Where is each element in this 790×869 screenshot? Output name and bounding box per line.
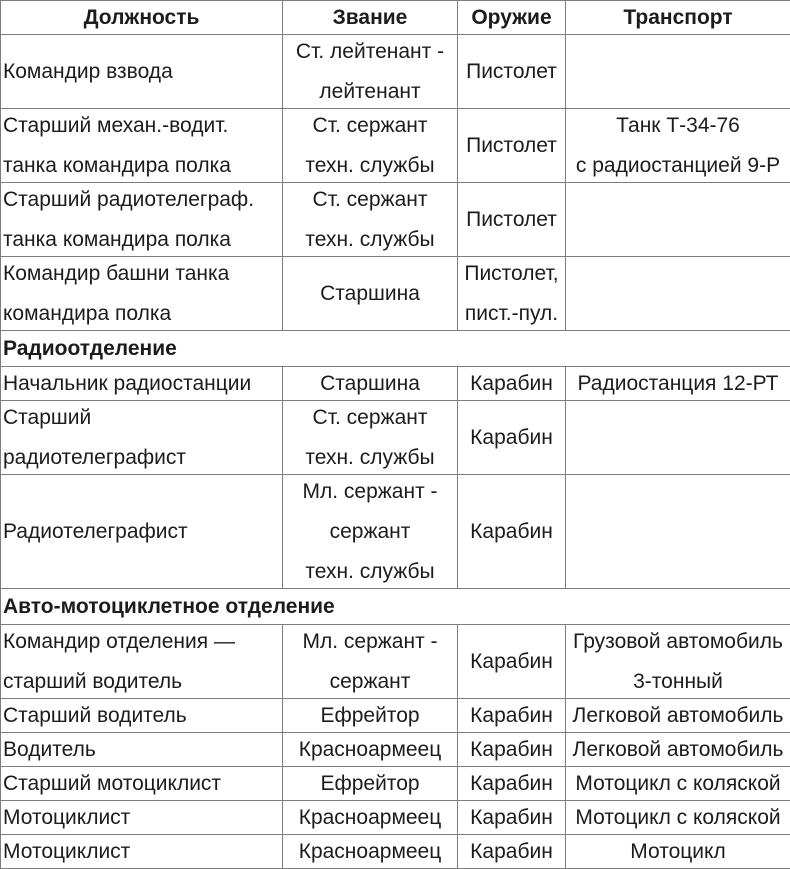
cell-position <box>1 835 283 869</box>
cell-line: Легковой автомобиль <box>572 704 784 727</box>
cell-line: Радиостанция 12-РТ <box>577 372 779 395</box>
table-row <box>1 699 790 733</box>
cell-line: Ст. сержант <box>312 114 428 137</box>
cell-line: Старшина <box>320 282 420 305</box>
column-header-weapon: Оружие <box>458 1 566 35</box>
cell-transport <box>566 835 790 869</box>
cell-transport <box>566 625 790 699</box>
cell-transport <box>566 733 790 767</box>
cell-line: Мотоциклист <box>3 840 131 863</box>
cell-weapon <box>458 699 566 733</box>
cell-line: Начальник радиостанции <box>3 372 252 395</box>
cell-line: Карабин <box>470 520 553 543</box>
cell-weapon <box>458 401 566 475</box>
cell-rank <box>283 835 458 869</box>
cell-line: Радиотелеграфист <box>3 520 188 543</box>
cell-weapon <box>458 257 566 331</box>
cell-weapon <box>458 109 566 183</box>
cell-line: Карабин <box>470 426 553 449</box>
cell-line: Карабин <box>470 650 553 673</box>
cell-line: Легковой автомобиль <box>572 738 784 761</box>
cell-line: Карабин <box>470 772 553 795</box>
cell-line: Карабин <box>470 738 553 761</box>
table-row <box>1 183 790 257</box>
cell-line: Мл. сержант - <box>302 480 438 503</box>
cell-line: Мл. сержант - <box>302 630 438 653</box>
cell-line: лейтенант <box>319 80 421 103</box>
cell-line: Мотоцикл с коляской <box>575 806 781 829</box>
cell-position <box>1 35 283 109</box>
cell-line: Ст. сержант <box>312 406 428 429</box>
cell-position <box>1 699 283 733</box>
cell-line: командира полка <box>3 302 172 325</box>
cell-rank <box>283 257 458 331</box>
cell-line: Ефрейтор <box>320 704 420 727</box>
cell-line: Грузовой автомобиль <box>573 630 783 653</box>
cell-line: Старший механ.-водит. <box>3 114 229 137</box>
cell-line: танка командира полка <box>3 154 231 177</box>
cell-rank <box>283 801 458 835</box>
cell-line: Водитель <box>3 738 96 761</box>
table-row <box>1 625 790 699</box>
cell-weapon <box>458 35 566 109</box>
cell-position <box>1 475 283 589</box>
column-header-rank: Звание <box>283 1 458 35</box>
cell-transport <box>566 767 790 801</box>
cell-line: сержант <box>329 520 411 543</box>
table-row <box>1 475 790 589</box>
cell-position <box>1 183 283 257</box>
cell-rank <box>283 475 458 589</box>
cell-line: Мотоцикл с коляской <box>575 772 781 795</box>
table-row <box>1 401 790 475</box>
cell-position <box>1 625 283 699</box>
cell-line: Командир отделения — <box>3 630 235 653</box>
cell-line: Мотоцикл <box>630 840 726 863</box>
cell-line: танка командира полка <box>3 228 231 251</box>
cell-transport <box>566 109 790 183</box>
cell-weapon <box>458 475 566 589</box>
cell-transport <box>566 699 790 733</box>
cell-line: Старший <box>3 406 92 429</box>
cell-transport <box>566 257 790 331</box>
cell-line: Пистолет <box>466 134 557 157</box>
section-row <box>1 589 790 625</box>
cell-rank <box>283 699 458 733</box>
cell-line: Красноармеец <box>298 806 442 829</box>
cell-line: Старший радиотелеграф. <box>3 188 255 211</box>
cell-transport <box>566 183 790 257</box>
cell-line: Пистолет <box>466 208 557 231</box>
cell-position <box>1 257 283 331</box>
cell-rank <box>283 733 458 767</box>
cell-line: Красноармеец <box>298 738 442 761</box>
cell-weapon <box>458 367 566 401</box>
cell-rank <box>283 109 458 183</box>
section-row <box>1 331 790 367</box>
table-row <box>1 733 790 767</box>
cell-line: Пистолет, <box>464 262 559 285</box>
cell-position <box>1 801 283 835</box>
column-header-position: Должность <box>1 1 283 35</box>
cell-transport <box>566 401 790 475</box>
cell-line: сержант <box>329 670 411 693</box>
table-row <box>1 767 790 801</box>
cell-rank <box>283 35 458 109</box>
cell-position <box>1 733 283 767</box>
cell-line: Карабин <box>470 372 553 395</box>
cell-line: Ефрейтор <box>320 772 420 795</box>
cell-line: техн. службы <box>305 228 435 251</box>
section-title: Авто-мотоциклетное отделение <box>1 589 790 625</box>
cell-line: Карабин <box>470 704 553 727</box>
cell-line: Ст. лейтенант - <box>295 40 445 63</box>
cell-weapon <box>458 801 566 835</box>
cell-line: Танк Т-34-76 <box>616 114 740 137</box>
cell-transport <box>566 367 790 401</box>
cell-line: Карабин <box>470 806 553 829</box>
table-row <box>1 801 790 835</box>
cell-position <box>1 109 283 183</box>
table-row <box>1 367 790 401</box>
cell-weapon <box>458 625 566 699</box>
cell-weapon <box>458 733 566 767</box>
cell-line: Старший мотоциклист <box>3 772 222 795</box>
cell-weapon <box>458 835 566 869</box>
header-row <box>1 1 790 35</box>
table-row <box>1 109 790 183</box>
table-row <box>1 835 790 869</box>
cell-line: техн. службы <box>305 560 435 583</box>
cell-line: Пистолет <box>466 60 557 83</box>
cell-line: Карабин <box>470 840 553 863</box>
cell-line: техн. службы <box>305 154 435 177</box>
cell-weapon <box>458 767 566 801</box>
cell-position <box>1 367 283 401</box>
cell-transport <box>566 35 790 109</box>
column-header-transport: Транспорт <box>566 1 790 35</box>
cell-rank <box>283 401 458 475</box>
cell-line: с радиостанцией 9-Р <box>575 154 781 177</box>
cell-line: Старшина <box>320 372 420 395</box>
cell-line: радиотелеграфист <box>3 446 187 469</box>
cell-line: техн. службы <box>305 446 435 469</box>
cell-transport <box>566 475 790 589</box>
table-row <box>1 257 790 331</box>
cell-transport <box>566 801 790 835</box>
cell-rank <box>283 625 458 699</box>
cell-weapon <box>458 183 566 257</box>
cell-line: Старший водитель <box>3 704 187 727</box>
cell-position <box>1 401 283 475</box>
cell-rank <box>283 183 458 257</box>
cell-rank <box>283 767 458 801</box>
cell-line: Мотоциклист <box>3 806 131 829</box>
cell-position <box>1 767 283 801</box>
section-title: Радиоотделение <box>1 331 790 367</box>
cell-line: Командир взвода <box>3 60 173 83</box>
cell-line: 3-тонный <box>633 670 723 693</box>
cell-line: Командир башни танка <box>3 262 230 285</box>
cell-line: Ст. сержант <box>312 188 428 211</box>
cell-rank <box>283 367 458 401</box>
table-row <box>1 35 790 109</box>
cell-line: старший водитель <box>3 670 183 693</box>
cell-line: пист.-пул. <box>464 302 559 325</box>
cell-line: Красноармеец <box>298 840 442 863</box>
